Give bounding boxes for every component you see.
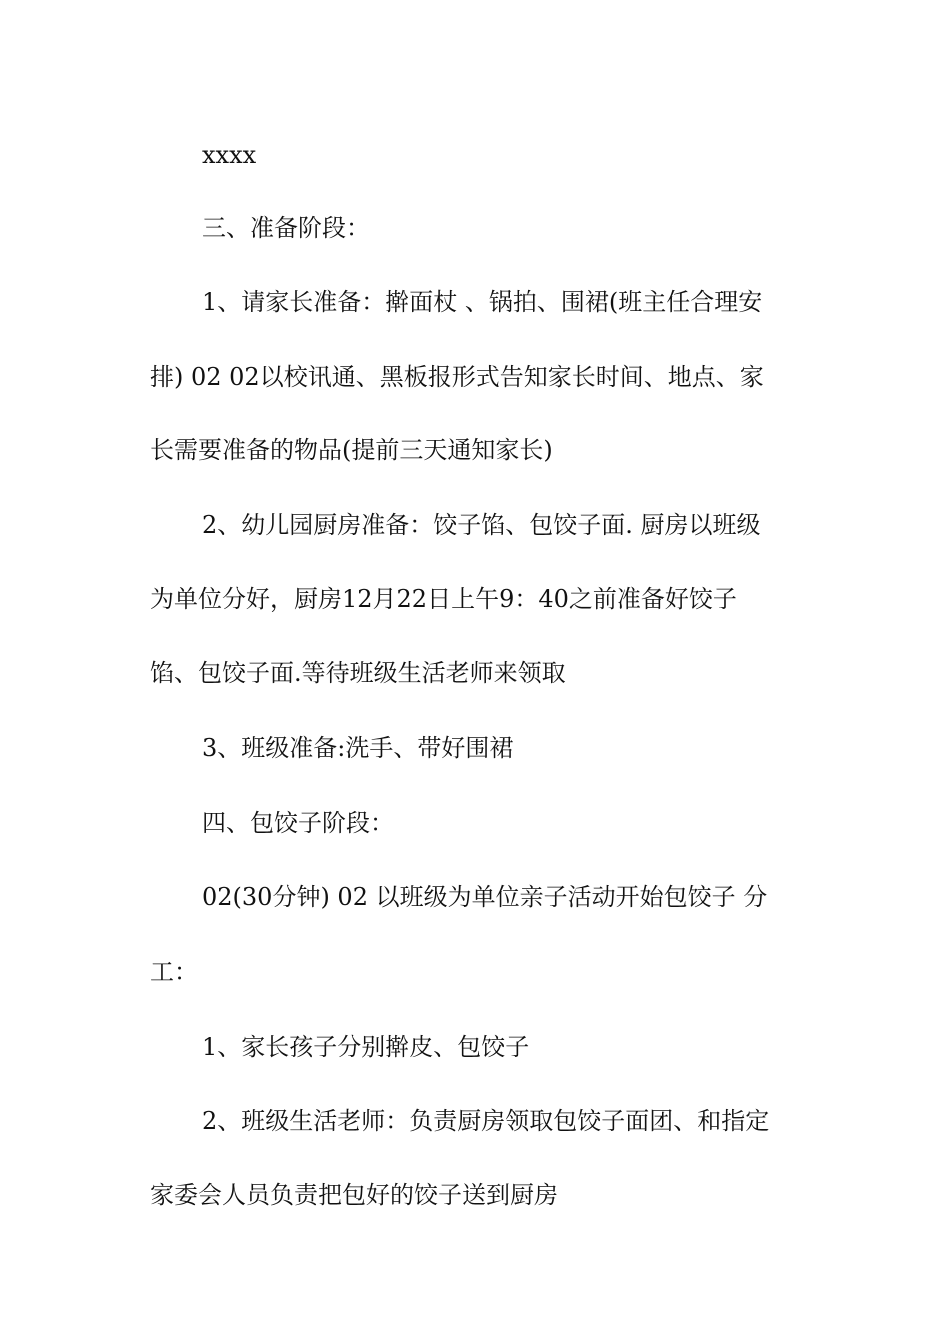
section-heading-preparation: 三、准备阶段： — [202, 214, 370, 242]
section-heading-dumpling-stage: 四、包饺子阶段： — [202, 809, 394, 837]
text-line-class-prep: 3、班级准备:洗手、带好围裙 — [202, 734, 514, 762]
text-line-items-notice: 长需要准备的物品(提前三天通知家长) — [150, 436, 553, 464]
text-line-activity-start: 02(30分钟) 02 以班级为单位亲子活动开始包饺子 分 — [202, 883, 768, 911]
text-line-division-label: 工： — [150, 958, 198, 986]
text-line-pickup: 馅、包饺子面.等待班级生活老师来领取 — [150, 659, 566, 687]
text-line-notify-parents: 排) 02 02以校讯通、黑板报形式告知家长时间、地点、家 — [150, 363, 764, 391]
text-line-parent-prep: 1、请家长准备：擀面杖 、锅拍、围裙(班主任合理安 — [202, 288, 763, 316]
text-line-kitchen-prep: 2、幼儿园厨房准备：饺子馅、包饺子面. 厨房以班级 — [202, 511, 761, 539]
text-line-committee-duty: 家委会人员负责把包好的饺子送到厨房 — [150, 1181, 558, 1209]
text-line-xxxx: xxxx — [202, 141, 257, 169]
text-line-kitchen-schedule: 为单位分好，厨房12月22日上午9：40之前准备好饺子 — [150, 585, 737, 613]
text-line-parents-children: 1、家长孩子分别擀皮、包饺子 — [202, 1033, 530, 1061]
text-line-teacher-duty: 2、班级生活老师：负责厨房领取包饺子面团、和指定 — [202, 1107, 770, 1135]
